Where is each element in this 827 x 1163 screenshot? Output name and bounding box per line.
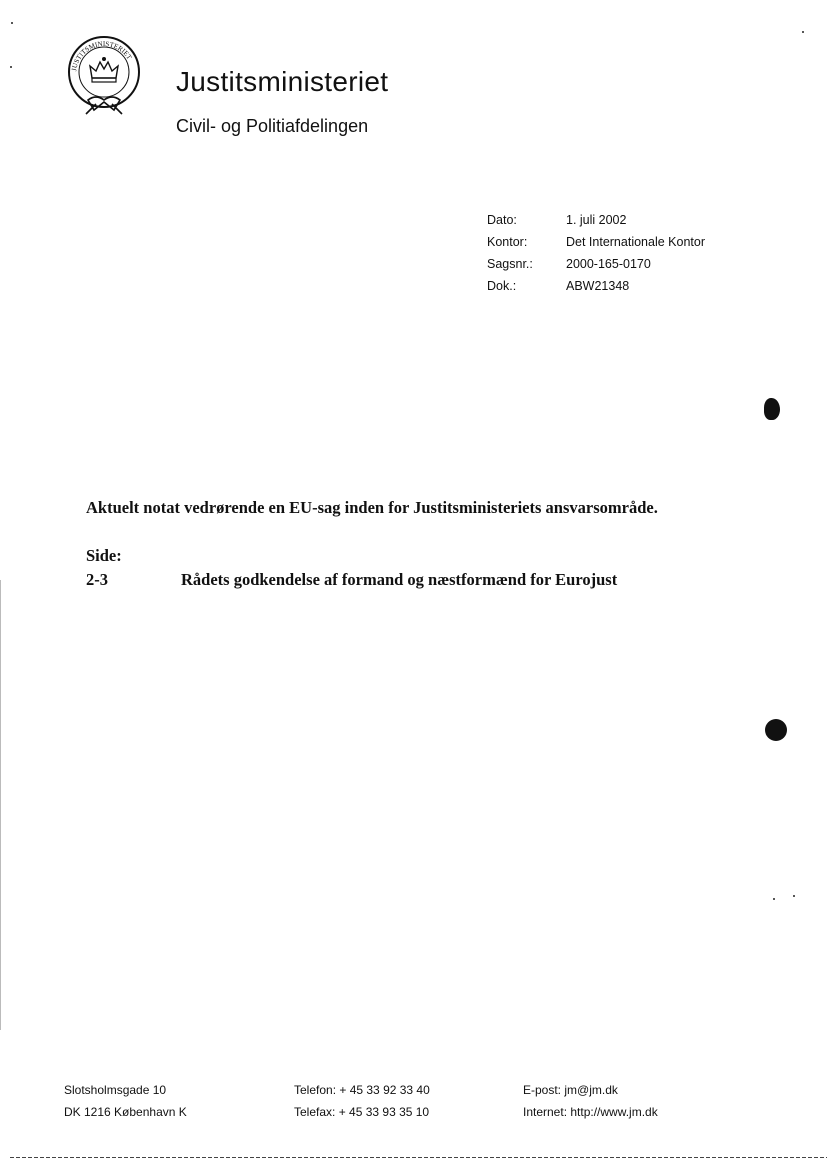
ministry-title: Justitsministeriet bbox=[176, 66, 389, 97]
meta-label: Dato: bbox=[487, 213, 517, 227]
scan-speck bbox=[793, 895, 795, 897]
footer-phone: Telefon: + 45 33 92 33 40 bbox=[294, 1083, 430, 1097]
scan-speck bbox=[10, 66, 12, 68]
footer-fax: Telefax: + 45 33 93 35 10 bbox=[294, 1105, 430, 1119]
footer-internet: Internet: http://www.jm.dk bbox=[523, 1105, 658, 1119]
meta-value: Det Internationale Kontor bbox=[566, 235, 705, 249]
meta-value: 2000-165-0170 bbox=[566, 257, 651, 271]
footer-email: E-post: jm@jm.dk bbox=[523, 1083, 618, 1097]
scan-speck bbox=[773, 898, 775, 900]
scan-speck bbox=[802, 31, 804, 33]
ministry-seal-logo bbox=[66, 34, 142, 120]
svg-text:JUSTITSMINISTERIET: JUSTITSMINISTERIET bbox=[70, 39, 134, 72]
footer-address-line1: Slotsholmsgade 10 bbox=[64, 1083, 167, 1097]
punch-hole-bottom bbox=[765, 719, 787, 741]
meta-value: ABW21348 bbox=[566, 279, 630, 293]
meta-label: Sagsnr.: bbox=[487, 257, 533, 271]
page-range: 2-3 bbox=[86, 570, 108, 589]
side-label: Side: bbox=[86, 546, 122, 565]
scan-edge-line bbox=[0, 580, 1, 1030]
punch-hole-top bbox=[764, 398, 780, 420]
notice-heading: Aktuelt notat vedrørende en EU-sag inden for Justitsministeriets ansvarsområde. bbox=[86, 498, 658, 517]
meta-label: Dok.: bbox=[487, 279, 517, 293]
department-name: Civil- og Politiafdelingen bbox=[176, 116, 369, 136]
footer-address-line2: DK 1216 København K bbox=[64, 1105, 187, 1119]
scan-speck bbox=[11, 22, 13, 24]
meta-label: Kontor: bbox=[487, 235, 528, 249]
meta-value: 1. juli 2002 bbox=[566, 213, 627, 227]
scan-bottom-rule bbox=[10, 1157, 827, 1158]
subject-title: Rådets godkendelse af formand og næstformænd for Eurojust bbox=[181, 570, 618, 589]
